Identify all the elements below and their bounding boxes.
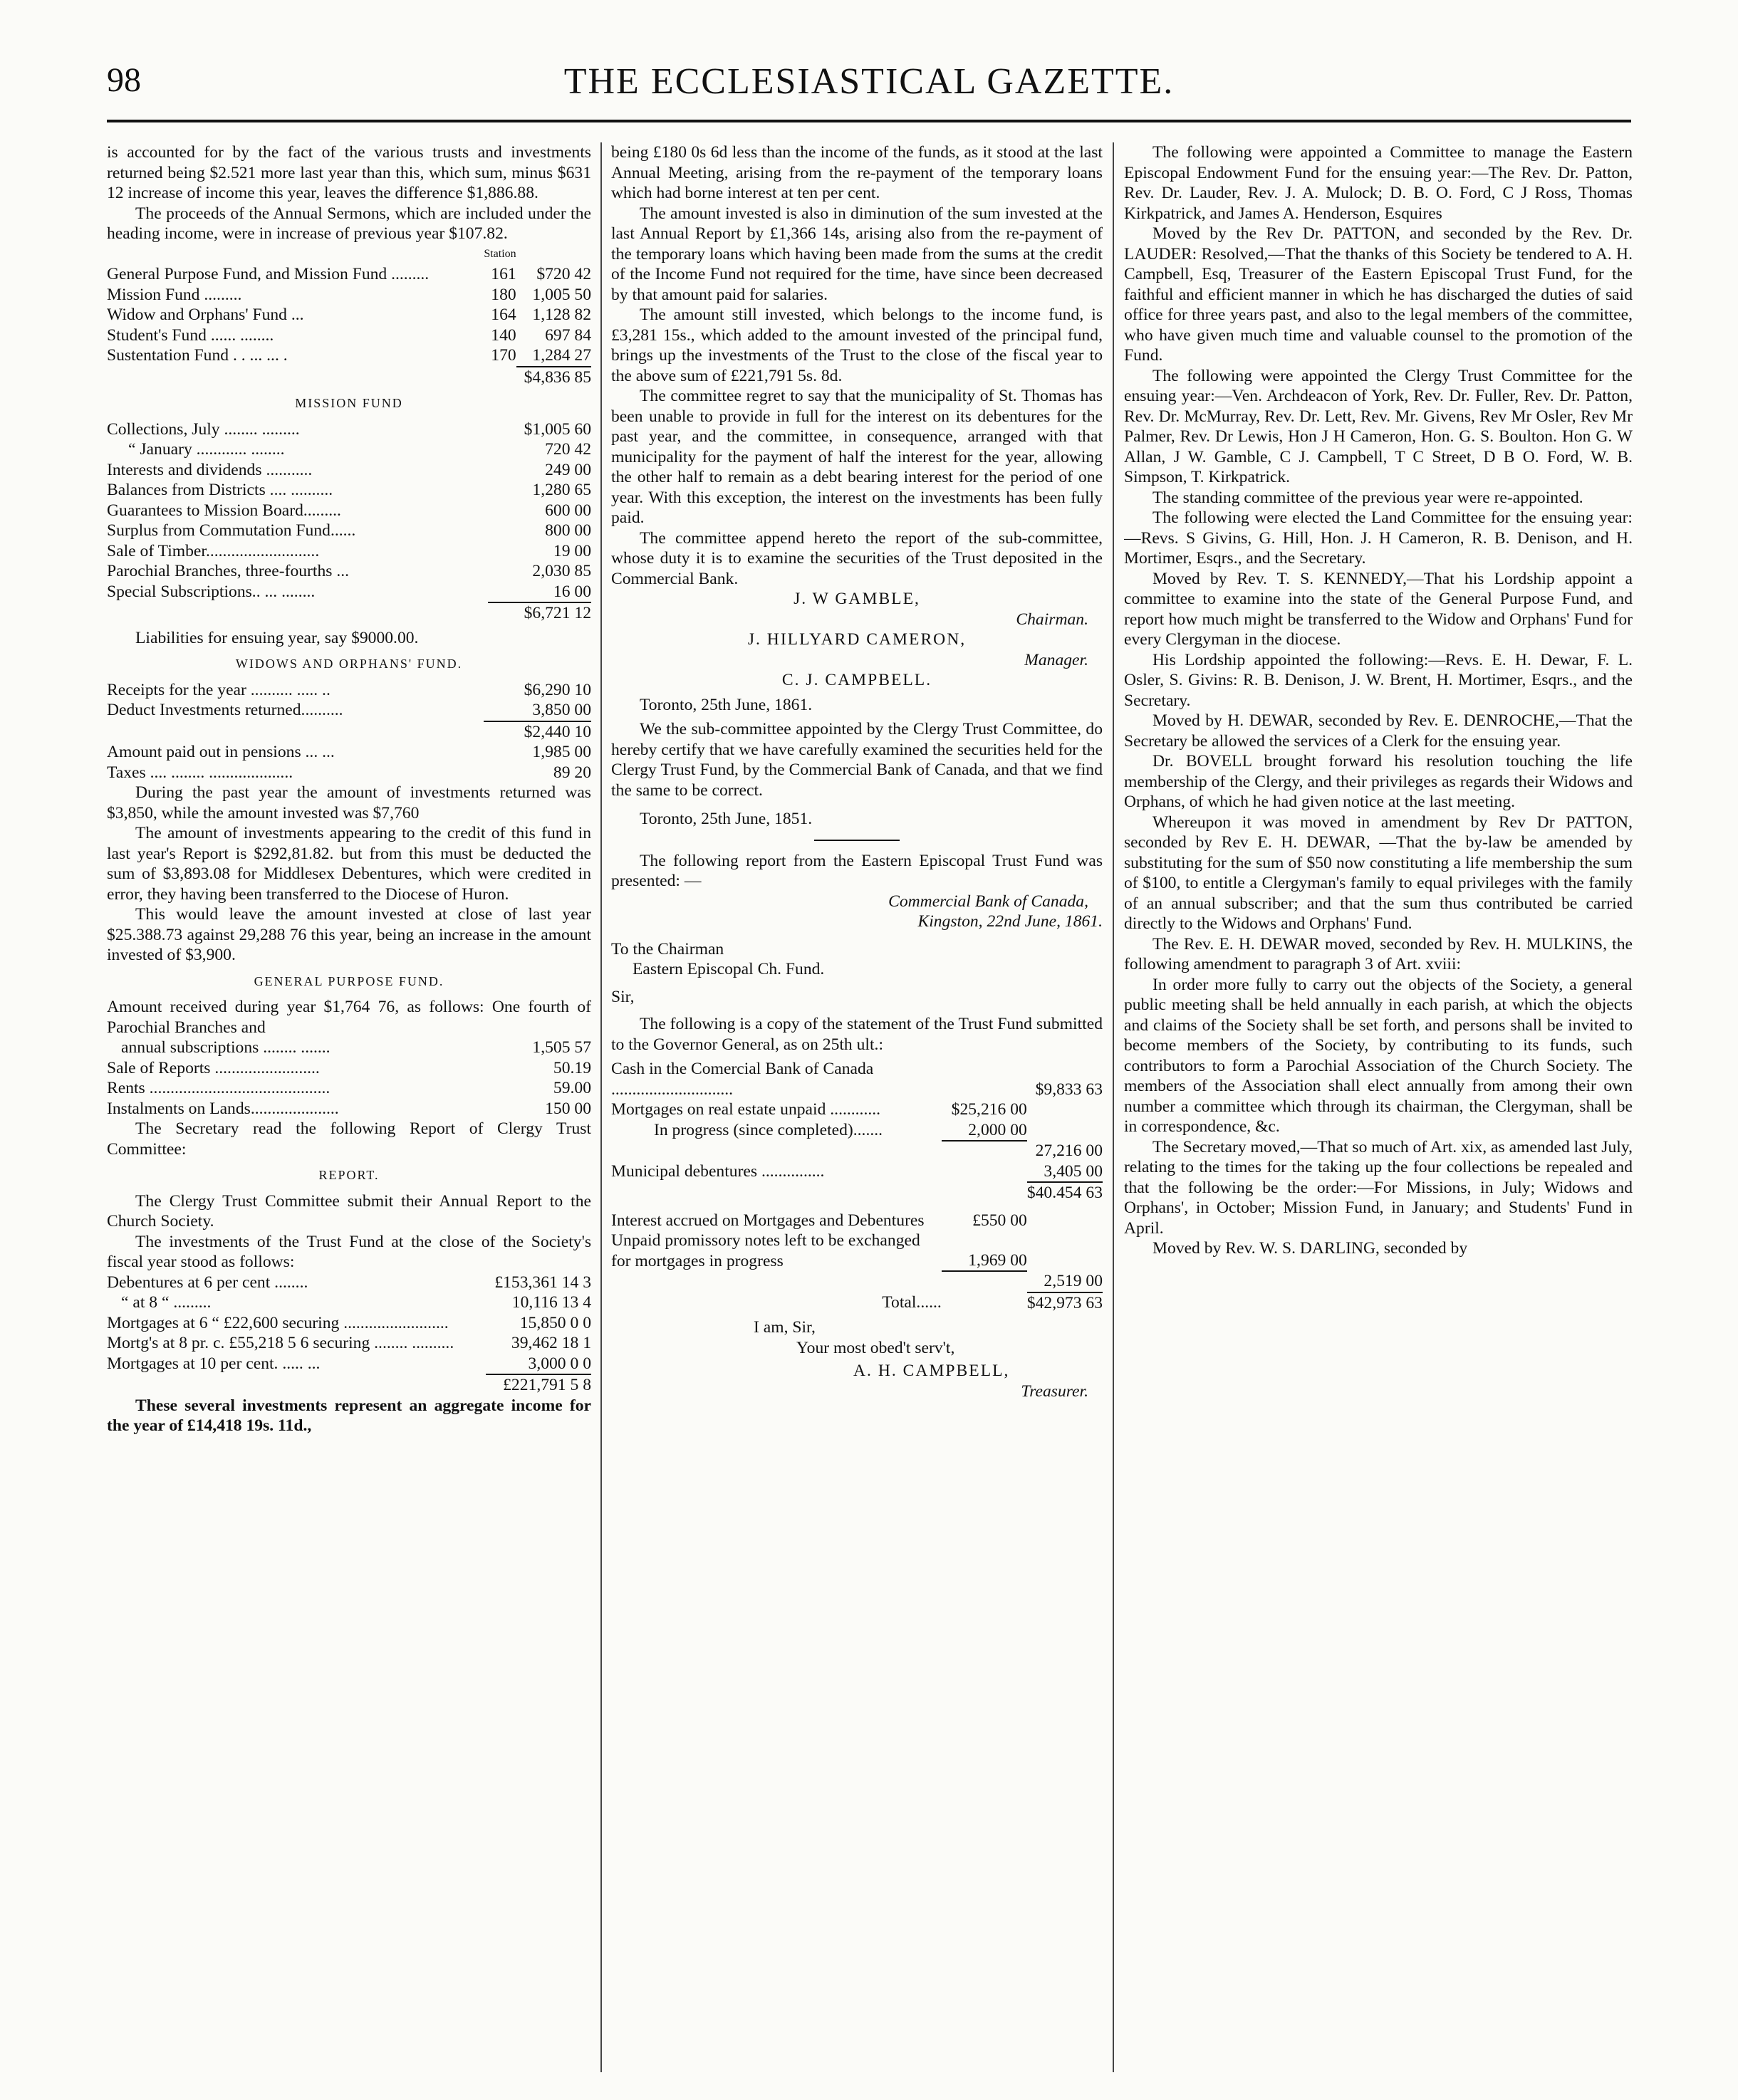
- paragraph: The following report from the Eastern Episcopal Trust Fund was presented: —: [611, 851, 1103, 890]
- paragraph: The amount of investments appearing to the credit of this fund in last year's Report is $292,81.82. but from this must be deducted the sum of $3,893.08 for Middlesex Debentures, which were credited in error, they having been transferred to the Diocese of Huron.: [107, 824, 591, 904]
- page-title: THE ECCLESIASTICAL GAZETTE.: [563, 61, 1175, 102]
- paragraph: The amount invested is also in diminution of the sum invested at the last Annual Report by £1,366 14s, arising also from the re-payment of the temporary loans which having been made from the sums at the credit of the Income Fund not required for the time, have since been decreased by that amount paid for salaries.: [611, 204, 1103, 304]
- signature-name: J. HILLYARD CAMERON,: [747, 630, 967, 649]
- paragraph: Liabilities for ensuing year, say $9000.00.: [135, 628, 419, 647]
- addressee: Eastern Episcopal Ch. Fund.: [633, 960, 825, 978]
- table-row: Widow and Orphans' Fund ... 164 1,128 82: [107, 305, 591, 324]
- table-row: Mission Fund ......... 180 1,005 50: [107, 285, 591, 304]
- table-row: 2,519 00: [611, 1271, 1103, 1292]
- salutation: Sir,: [611, 987, 635, 1006]
- table-row: Mortgages at 10 per cent. ..... ... 3,000 0 0: [107, 1354, 591, 1373]
- paragraph: The investments of the Trust Fund at the close of the Society's fiscal year stood as follows:: [107, 1232, 591, 1271]
- table-row: Collections, July ........ ......... $1,005 60: [107, 419, 591, 439]
- paragraph: The proceeds of the Annual Sermons, which are included under the heading income, were in increase of previous year $107.82.: [107, 204, 591, 243]
- paragraph: We the sub-committee appointed by the Clergy Trust Committee, do hereby certify that we have carefully examined the securities held for the Clergy Trust Fund, by the Commercial Bank of Canada, and that we find the same to be correct.: [611, 720, 1103, 800]
- page-header: [107, 61, 1631, 117]
- paragraph: This would leave the amount invested at close of last year $25.388.73 against 29,288 76 this year, being an increase in the amount invested of $3,900.: [107, 905, 591, 964]
- table-row: Interest accrued on Mortgages and Debentures £550 00: [611, 1211, 1027, 1230]
- paragraph: The following were appointed the Clergy Trust Committee for the ensuing year:—Ven. Archdeacon of York, Rev. Dr. Fuller, Rev. Dr. Patton, Rev. Dr. McMurray, Rev. Dr. Lett, Rev. Mr. Givens, Rev Mr Osler, Rev Mr Palmer, Rev. Dr Lewis, Hon J H Cameron, Hon. G. S. Boulton. Hon G. W Allan, J W. Gamble, C J. Campbell, T C Street, D B O. Ford, W. B. Simpson, T. Kirkpatrick.: [1124, 366, 1633, 486]
- page-number: 98: [107, 61, 141, 99]
- table-row: Student's Fund ...... ........ 140 697 84: [107, 325, 591, 345]
- table-row: “ at 8 “ ......... 10,116 13 4: [121, 1293, 591, 1312]
- paragraph: The amount still invested, which belongs to the income fund, is £3,281 15s., which added to the amount invested of the principal fund, brings up the investments of the Trust to the close of the fiscal year to the above sum of £221,791 5s. 8d.: [611, 305, 1103, 385]
- column-divider-2: [1113, 142, 1114, 2072]
- trust-investments-table: [107, 1273, 591, 1396]
- closing: Your most obed't serv't,: [796, 1338, 955, 1357]
- table-total: $6,721 12: [107, 602, 591, 624]
- general-fund-table: [107, 1038, 591, 1119]
- table-row: Sustentation Fund . . ... ... . 170 1,284 27: [107, 346, 591, 365]
- paragraph: The following were elected the Land Committee for the ensuing year:—Revs. S Givins, G. Hill, Hon. J. H Cameron, R. B. Denison, and H. Mortimer, Esqrs., and the Secretary.: [1124, 508, 1633, 568]
- dateline: Toronto, 25th June, 1851.: [640, 810, 813, 828]
- paragraph: In order more fully to carry out the objects of the Society, a general public meeting shall be held annually in each parish, at which the objects and claims of the Society shall be set forth, and persons shall be invited to become members of the Society, by contributing to its funds, such contributors to form a Parochial Association of the Church Society. The members of the Association shall elect annually from among their own number a committee which through its chairman, the Clergyman, shall be in correspondence, &c.: [1124, 975, 1633, 1136]
- sermons-table: [107, 244, 591, 388]
- table-total: $2,440 10: [107, 721, 591, 743]
- table-row: In progress (since completed)....... 2,000 00: [654, 1120, 1027, 1139]
- table-row: Debentures at 6 per cent ........ £153,361 14 3: [107, 1273, 591, 1292]
- table-row: Rents ........................................... 59.00: [107, 1079, 591, 1097]
- table-row: General Purpose Fund, and Mission Fund ......... 161 $720 42: [107, 265, 591, 283]
- section-heading: MISSION FUND: [295, 396, 403, 410]
- trust-statement-table: [611, 1059, 1103, 1313]
- table-row: Surplus from Commutation Fund...... 800 00: [107, 521, 591, 540]
- column-header: Station: [484, 247, 516, 260]
- table-row: Sale of Timber........................... 19 00: [107, 541, 591, 560]
- table-row: annual subscriptions ........ ....... 1,505 57: [121, 1038, 591, 1057]
- letter-place: Commercial Bank of Canada,: [888, 892, 1088, 911]
- paragraph: Whereupon it was moved in amendment by Rev Dr PATTON, seconded by Rev E. H. DEWAR, —That the by-law be amended by substituting for the sum of $50 now constituting a life membership the sum of $100, to entitle a Clergyman's family to equal privileges with the family of an annual subscriber; and that the sum thus contributed be carried directly to the Widows and Orphans' Fund.: [1124, 813, 1633, 933]
- paragraph: During the past year the amount of investments returned was $3,850, while the amount invested was $7,760: [107, 783, 591, 822]
- table-row: Municipal debentures ............... 3,405 00: [611, 1161, 1103, 1181]
- widows-fund-table: [107, 680, 591, 783]
- paragraph: Dr. BOVELL brought forward his resolution touching the life membership of the Clergy, and their privileges as regards their Widows and Orphans, of which he had given notice at the last meeting.: [1124, 752, 1633, 811]
- table-row: Cash in the Comercial Bank of Canada ............................. $9,833 63: [611, 1060, 1103, 1099]
- table-total: $40.454 63: [1026, 1184, 1103, 1202]
- table-row: Balances from Districts .... .......... 1,280 65: [107, 481, 591, 499]
- section-heading: GENERAL PURPOSE FUND.: [254, 973, 444, 988]
- column-3: [1124, 142, 1633, 2079]
- table-total: $4,836 85: [107, 367, 591, 388]
- paragraph: Moved by Rev. W. S. DARLING, seconded by: [1152, 1239, 1468, 1258]
- paragraph: The Clergy Trust Committee submit their Annual Report to the Church Society.: [107, 1191, 591, 1231]
- table-row: 27,216 00: [611, 1141, 1103, 1161]
- dateline: Toronto, 25th June, 1861.: [640, 695, 813, 714]
- paragraph: The Secretary read the following Report of Clergy Trust Committee:: [107, 1119, 591, 1159]
- table-row: Receipts for the year .......... ..... .. $6,290 10: [107, 680, 591, 699]
- paragraph: The Secretary moved,—That so much of Art. xix, as amended last July, relating to the times for the taking up the four collections be repealed and that the following be the order:—For Missions, in July; Widows and Orphans', in October; Mission Fund, in January; and Students' Fund in April.: [1124, 1137, 1633, 1238]
- table-row: Mortg's at 8 pr. c. £55,218 5 6 securing ........ .......... 39,462 18 1: [107, 1334, 591, 1352]
- closing: I am, Sir,: [754, 1318, 816, 1337]
- paragraph: The standing committee of the previous year were re-appointed.: [1152, 488, 1583, 507]
- table-row: Amount paid out in pensions ... ... 1,985 00: [107, 743, 591, 761]
- table-row: Mortgages on real estate unpaid ............ $25,216 00: [611, 1100, 1027, 1119]
- mission-fund-table: [107, 419, 591, 624]
- paragraph: The committee append hereto the report of the sub-committee, whose duty it is to examine the securities of the Trust deposited in the Commercial Bank.: [611, 528, 1103, 588]
- table-row: Guarantees to Mission Board......... 600 00: [107, 501, 591, 520]
- table-row: Unpaid promissory notes left to be exchanged for mortgages in progress 1,969 00: [611, 1231, 1027, 1270]
- addressee: To the Chairman: [611, 939, 724, 958]
- paragraph: Moved by H. DEWAR, seconded by Rev. E. DENROCHE,—That the Secretary be allowed the services of a Clerk for the ensuing year.: [1124, 711, 1633, 751]
- table-row: Parochial Branches, three-fourths ... 2,030 85: [107, 562, 591, 580]
- signature-name: C. J. CAMPBELL.: [781, 671, 932, 689]
- table-row: Mortgages at 6 “ £22,600 securing ......................... 15,850 0 0: [107, 1313, 591, 1332]
- signature-name: A. H. CAMPBELL,: [853, 1362, 1010, 1380]
- paragraph: Moved by Rev. T. S. KENNEDY,—That his Lordship appoint a committee to examine into the state of the General Purpose Fund, and report how much might be transferred to the Widow and Orphans' Fund for every Clergyman in the diocese.: [1124, 569, 1633, 649]
- table-row: Interests and dividends ........... 249 00: [107, 460, 591, 479]
- paragraph: The following is a copy of the statement of the Trust Fund submitted to the Governor General, as on 25th ult.:: [611, 1015, 1103, 1054]
- paragraph: The committee regret to say that the municipality of St. Thomas has been unable to provide in full for the interest on its debentures for the past year, and the committee, in consequence, arranged with that municipality for the payment of half the interest for the year, allowing the other half to remain as a debt bearing interest for the period of one year. With this exception, the interest on the investments has been fully paid.: [611, 387, 1103, 527]
- paragraph: These several investments represent an aggregate income for the year of £14,418 19s. 11d.,: [107, 1396, 591, 1435]
- signature-role: Chairman.: [1016, 610, 1088, 629]
- paragraph: The following were appointed a Committee to manage the Eastern Episcopal Endowment Fund for the ensuing year:—The Rev. Dr. Patton, Rev. Dr. Lauder, Rev. J. A. Mulock; D. B. O. Ford, C J Ross, Thomas Kirkpatrick, and James A. Henderson, Esquires: [1124, 143, 1633, 223]
- divider: [814, 840, 900, 841]
- table-total: £221,791 5 8: [107, 1374, 591, 1396]
- signature-role: Treasurer.: [1021, 1381, 1088, 1401]
- letter-date: Kingston, 22nd June, 1861.: [917, 912, 1103, 931]
- table-row: “ January ............ ........ 720 42: [128, 440, 591, 459]
- signature-name: J. W GAMBLE,: [793, 590, 920, 608]
- header-rule: [107, 120, 1631, 122]
- column-divider-1: [600, 142, 602, 2072]
- column-1: [107, 142, 591, 2079]
- paragraph: is accounted for by the fact of the various trusts and investments returned being $2.521 more last year than this, which sum, minus $631 12 increase of income this year, leaves the difference $1,886.88.: [107, 143, 591, 202]
- table-total: Total...... $42,973 63: [882, 1292, 1103, 1312]
- table-row: Deduct Investments returned.......... 3,850 00: [107, 701, 591, 719]
- section-heading: WIDOWS AND ORPHANS' FUND.: [235, 657, 463, 671]
- paragraph: being £180 0s 6d less than the income of the funds, as it stood at the last Annual Meeting, arising from the re-payment of the temporary loans which had borne interest at ten per cent.: [611, 143, 1103, 202]
- signature-role: Manager.: [1024, 650, 1088, 669]
- section-heading: REPORT.: [318, 1168, 380, 1182]
- paragraph: His Lordship appointed the following:—Revs. E. H. Dewar, F. L. Osler, S. Givins: R. B. Denison, J. W. Brent, H. Mortimer, Esqrs., and the Secretary.: [1124, 650, 1633, 710]
- column-2: [611, 142, 1103, 2079]
- table-row: Taxes .... ........ .................... 89 20: [107, 763, 591, 782]
- table-row: Instalments on Lands..................... 150 00: [107, 1099, 591, 1118]
- paragraph: The Rev. E. H. DEWAR moved, seconded by Rev. H. MULKINS, the following amendment to paragraph 3 of Art. xviii:: [1124, 934, 1633, 973]
- table-row: Special Subscriptions.. ... ........ 16 00: [107, 582, 591, 601]
- table-row: Sale of Reports ......................... 50.19: [107, 1058, 591, 1077]
- paragraph: Amount received during year $1,764 76, as follows: One fourth of Parochial Branches and: [107, 998, 591, 1037]
- paragraph: Moved by the Rev Dr. PATTON, and seconded by the Rev. Dr. LAUDER: Resolved,—That the thanks of this Society be tendered to A. H. Campbell, Esq, Treasurer of the Eastern Episcopal Trust Fund, for the faithful and efficient manner in which he has discharged the duties of said office for three years past, and also to the legal members of the committee, who have given much time and valuable counsel to the promotion of the Fund.: [1124, 224, 1633, 365]
